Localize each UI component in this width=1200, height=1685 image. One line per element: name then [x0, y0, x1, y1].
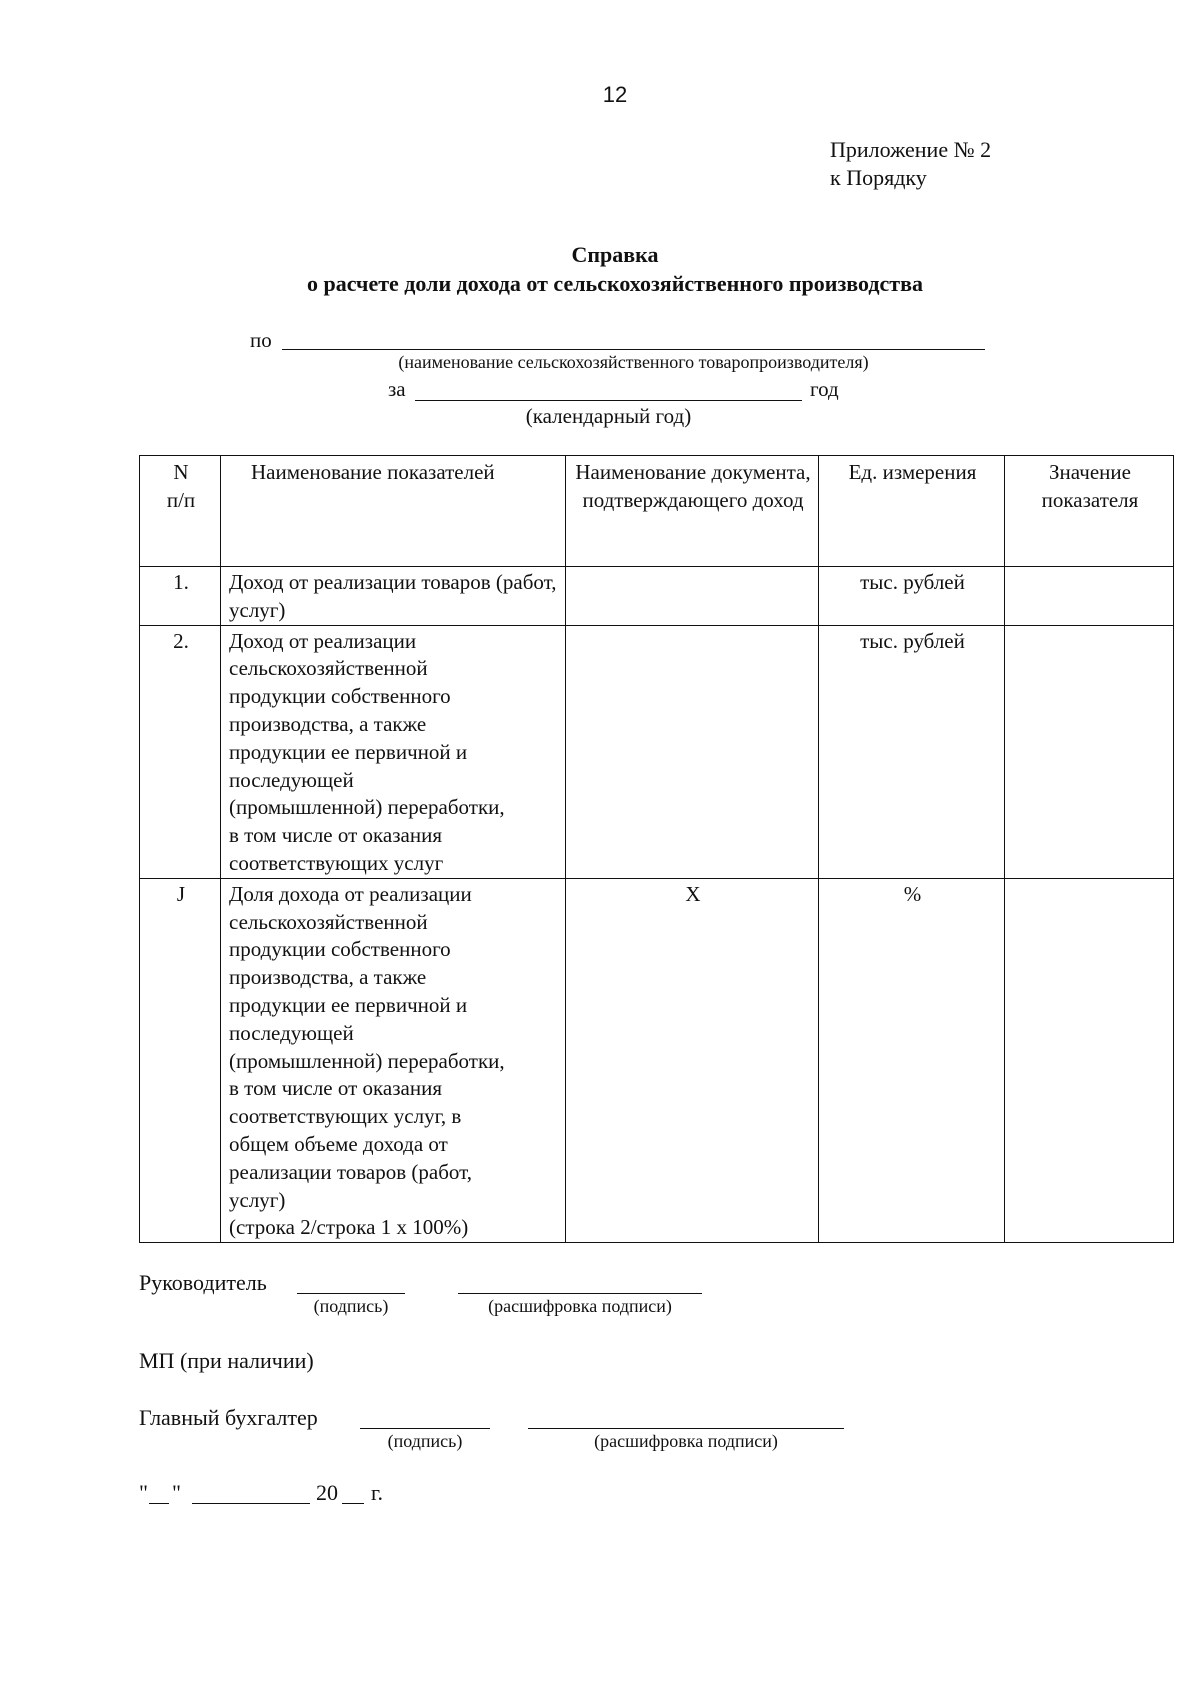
table-row [140, 567, 1174, 626]
date-quote-open: " [139, 1480, 148, 1505]
appendix-line-2: к Порядку [830, 165, 927, 190]
producer-name-line[interactable] [282, 349, 985, 350]
accountant-signature-label: Главный бухгалтер [139, 1405, 318, 1430]
unit-cell: % [819, 878, 1005, 1242]
period-year-line[interactable] [415, 400, 802, 401]
column-header-value: Значение показателя [1005, 456, 1174, 567]
indicator-name: Доля дохода от реализации сельскохозяйственной продукции собственного производства, а также продукции ее первичной и последующей (промышленной) переработки, в том числе от оказания соответствующих услуг, в общем объеме дохода от реализации товаров (работ, услуг) (строка 2/строка 1 х 100%) [221, 878, 566, 1242]
value-cell[interactable] [1005, 878, 1174, 1242]
seal-label: МП (при наличии) [139, 1348, 314, 1373]
producer-field-label: по [250, 328, 272, 352]
date-month-line[interactable] [192, 1503, 310, 1504]
appendix-line-1: Приложение № 2 [830, 137, 992, 162]
value-cell[interactable] [1005, 567, 1174, 626]
head-signature-line[interactable] [297, 1293, 405, 1294]
table-header-row [140, 456, 1174, 567]
unit-cell: тыс. рублей [819, 567, 1005, 626]
column-header-number: N п/п [140, 456, 221, 567]
page-number: 12 [602, 82, 628, 107]
date-day-line[interactable] [149, 1503, 169, 1504]
document-cell[interactable] [566, 567, 819, 626]
head-decoding-caption: (расшифровка подписи) [488, 1296, 672, 1316]
unit-cell: тыс. рублей [819, 625, 1005, 878]
income-share-table [139, 455, 1174, 1243]
accountant-signature-line[interactable] [360, 1428, 490, 1429]
column-header-unit: Ед. измерения [819, 456, 1005, 567]
indicator-name: Доход от реализации сельскохозяйственной продукции собственного производства, а также продукции ее первичной и последующей (промышленной) переработки, в том числе от оказания соответствующих услуг [221, 625, 566, 878]
head-decoding-line[interactable] [458, 1293, 702, 1294]
date-quote-close: " [172, 1480, 181, 1505]
row-number: 1. [140, 567, 221, 626]
year-label: год [810, 377, 839, 401]
head-signature-caption: (подпись) [313, 1296, 389, 1316]
appendix-reference [830, 136, 991, 192]
accountant-decoding-line[interactable] [528, 1428, 844, 1429]
accountant-decoding-caption: (расшифровка подписи) [594, 1431, 778, 1451]
document-cell[interactable] [566, 625, 819, 878]
indicator-name: Доход от реализации товаров (работ, услуг) [221, 567, 566, 626]
document-title: Справка [571, 242, 659, 267]
date-year-suffix: г. [371, 1480, 384, 1505]
calendar-year-caption: (календарный год) [525, 404, 692, 428]
date-year-prefix: 20 [316, 1480, 338, 1505]
document-subtitle: о расчете доли дохода от сельскохозяйственного производства [307, 271, 923, 296]
column-header-indicator: Наименование показателей [221, 456, 566, 567]
row-number: 2. [140, 625, 221, 878]
producer-name-caption: (наименование сельскохозяйственного товаропроизводителя) [398, 352, 869, 372]
value-cell[interactable] [1005, 625, 1174, 878]
row-number: J [140, 878, 221, 1242]
column-header-document: Наименование документа, подтверждающего доход [566, 456, 819, 567]
document-cell: X [566, 878, 819, 1242]
head-signature-label: Руководитель [139, 1270, 267, 1295]
table-row [140, 625, 1174, 878]
table-row [140, 878, 1174, 1242]
date-year-line[interactable] [342, 1503, 364, 1504]
period-field-label: за [388, 377, 406, 401]
accountant-signature-caption: (подпись) [387, 1431, 463, 1451]
